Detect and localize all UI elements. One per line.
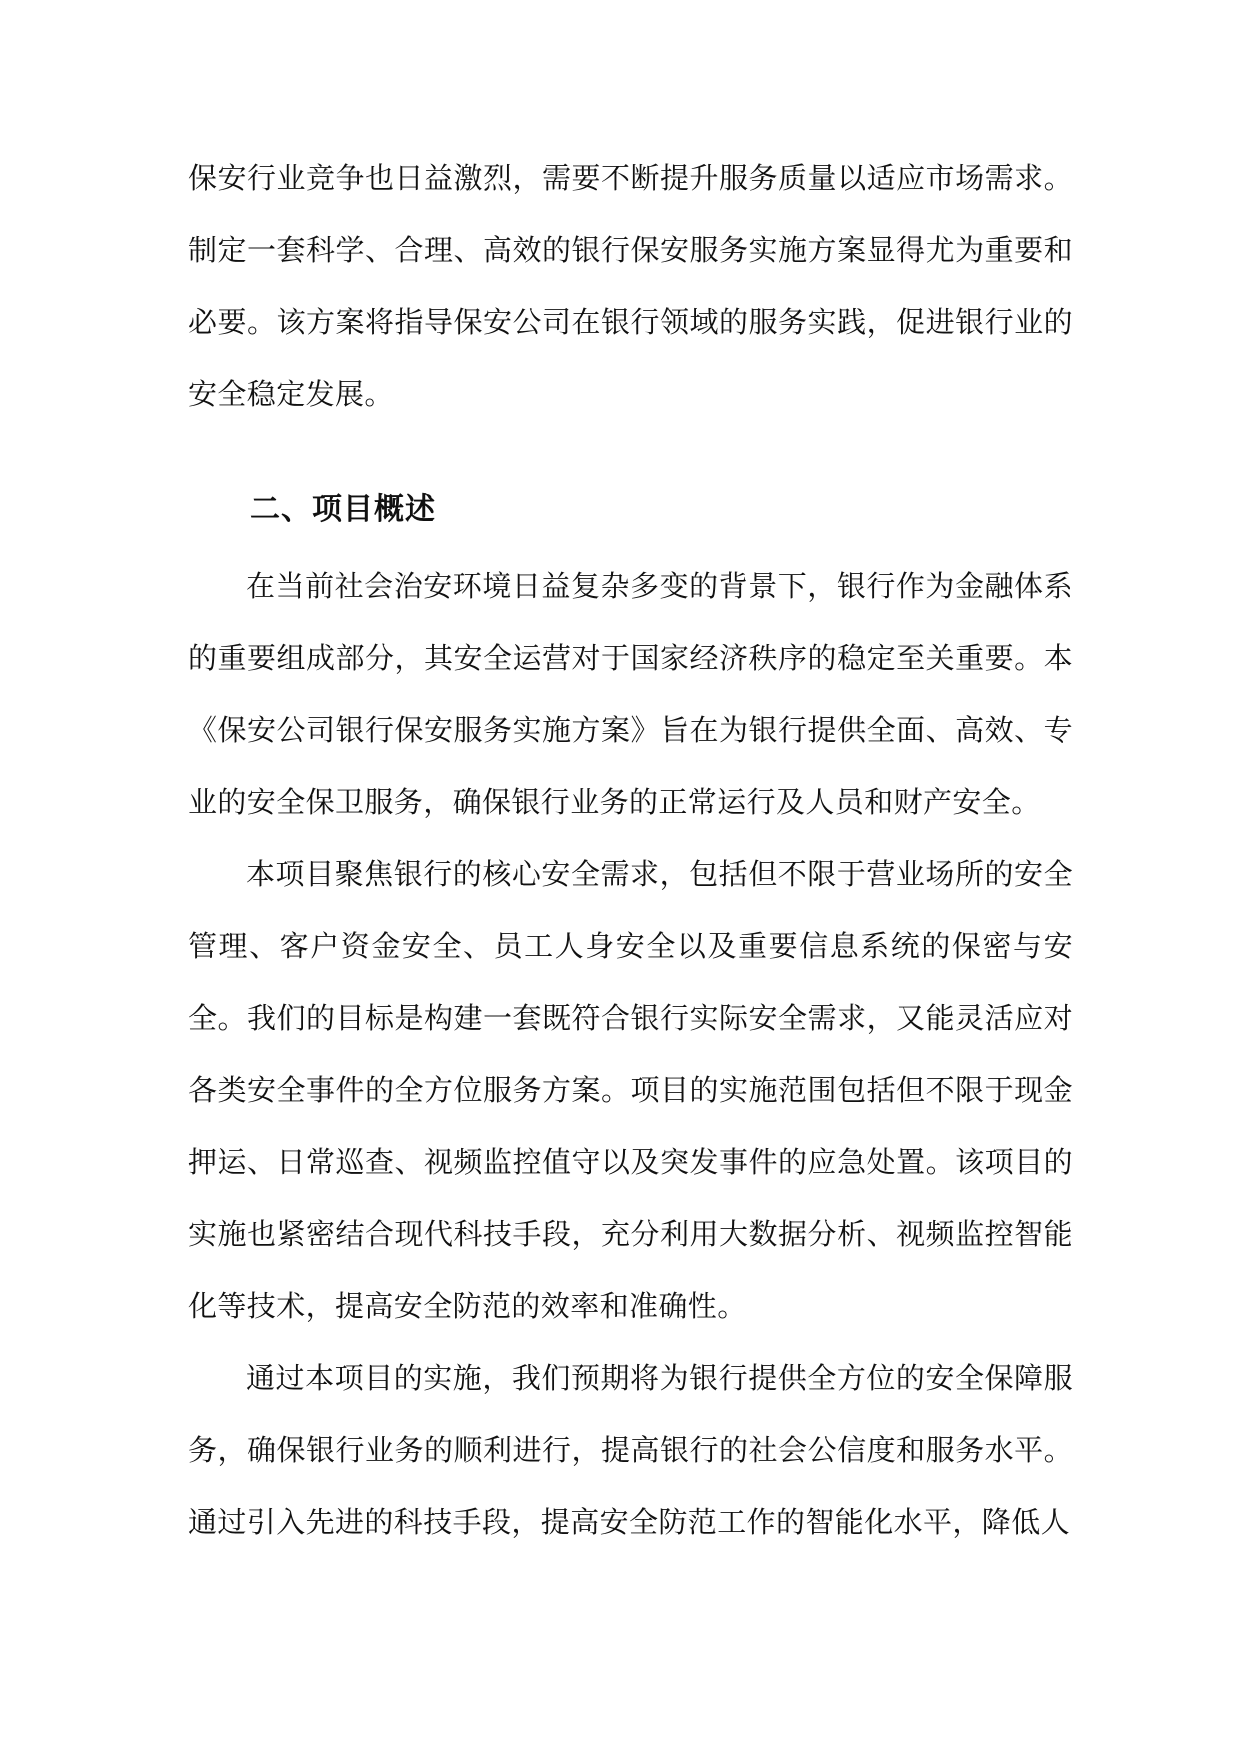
- paragraph: 本项目聚焦银行的核心安全需求，包括但不限于营业场所的安全管理、客户资金安全、员工人身安全以及重要信息系统的保密与安全。我们的目标是构建一套既符合银行实际安全需求，又能灵活应对各类安全事件的全方位服务方案。项目的实施范围包括但不限于现金押运、日常巡查、视频监控值守以及突发事件的应急处置。该项目的实施也紧密结合现代科技手段，充分利用大数据分析、视频监控智能化等技术，提高安全防范的效率和准确性。: [188, 857, 1073, 1323]
- spacer: [188, 430, 1073, 442]
- paragraph: 通过本项目的实施，我们预期将为银行提供全方位的安全保障服务，确保银行业务的顺利进行，提高银行的社会公信度和服务水平。通过引入先进的科技手段，提高安全防范工作的智能化水平，降低人: [188, 1361, 1073, 1539]
- paragraph-continued: 保安行业竞争也日益激烈，需要不断提升服务质量以适应市场需求。制定一套科学、合理、高效的银行保安服务实施方案显得尤为重要和必要。该方案将指导保安公司在银行领域的服务实践，促进银行业的安全稳定发展。: [188, 161, 1073, 411]
- paragraph: 在当前社会治安环境日益复杂多变的背景下，银行作为金融体系的重要组成部分，其安全运营对于国家经济秩序的稳定至关重要。本《保安公司银行保安服务实施方案》旨在为银行提供全面、高效、专业的安全保卫服务，确保银行业务的正常运行及人员和财产安全。: [188, 569, 1073, 819]
- document-body: [188, 142, 1073, 1558]
- section-heading: 二、项目概述: [250, 492, 436, 527]
